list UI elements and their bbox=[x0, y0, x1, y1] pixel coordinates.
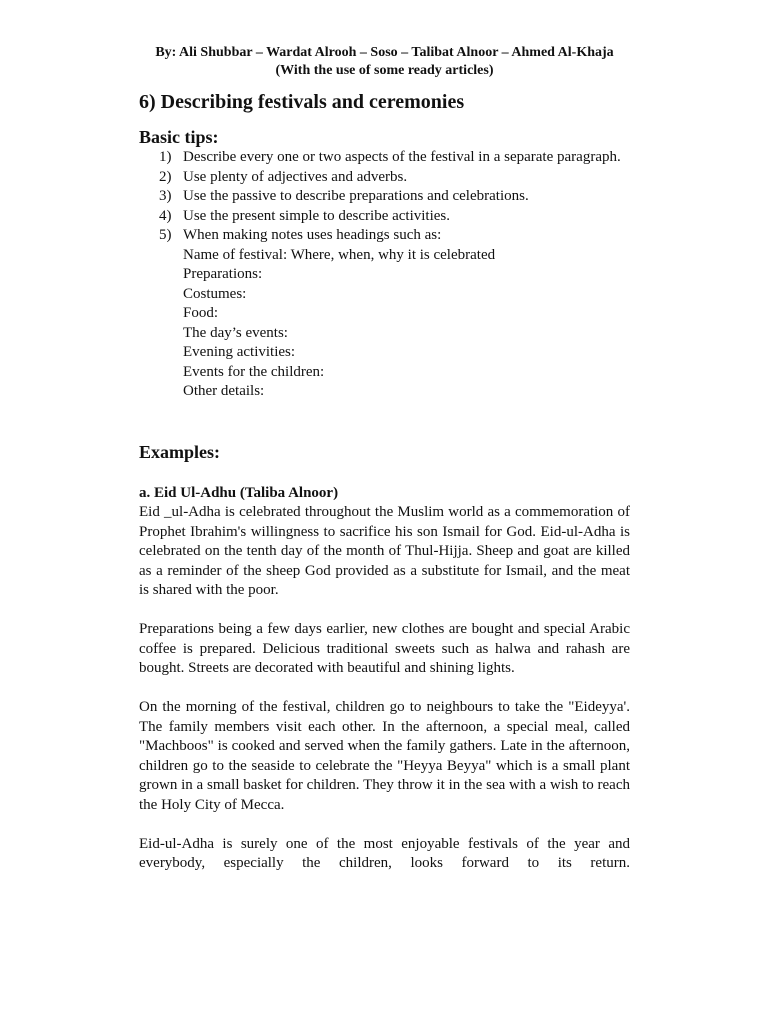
authors-header bbox=[139, 44, 630, 80]
tip-number: 1) bbox=[159, 149, 172, 165]
note-heading: Events for the children: bbox=[183, 363, 325, 380]
example-paragraph: On the morning of the festival, children go to neighbours to take the "Eideyya'. The family members visit each other. In the afternoon, a special meal, called "Machboos" is cooked and served when the family gathers. Late in the afternoon, children go to the seaside to celebrate the "Heyya Beyya" which is a small plant grown in a small basket for children. They throw it in the sea with a wish to reach the Holy City of Mecca. bbox=[139, 699, 630, 813]
section-title: 6) Describing festivals and ceremonies bbox=[139, 91, 465, 113]
note-heading: Other details: bbox=[183, 383, 265, 399]
authors-subtitle: (With the use of some ready articles) bbox=[275, 63, 494, 78]
tip-item bbox=[159, 187, 630, 207]
note-heading: Preparations: bbox=[183, 266, 263, 282]
tip-item bbox=[159, 226, 630, 246]
tip-number: 4) bbox=[159, 207, 172, 224]
example-paragraph: Eid-ul-Adha is surely one of the most enjoyable festivals of the year and everybody, especially the children, looks forward to its return. bbox=[139, 835, 630, 871]
tip-item bbox=[159, 148, 630, 168]
note-heading: The day’s events: bbox=[183, 324, 288, 341]
tip-text: When making notes uses headings such as: bbox=[183, 227, 442, 243]
note-heading: Costumes: bbox=[183, 285, 247, 302]
basic-tips-heading: Basic tips: bbox=[139, 127, 219, 147]
note-headings-list bbox=[183, 246, 630, 402]
tip-text: Use plenty of adjectives and adverbs. bbox=[183, 168, 408, 185]
note-heading: Name of festival: Where, when, why it is celebrated bbox=[183, 246, 496, 263]
examples-heading: Examples: bbox=[139, 442, 220, 462]
example-a-body bbox=[139, 503, 630, 893]
tip-item bbox=[159, 207, 630, 227]
tip-text: Use the passive to describe preparations and celebrations. bbox=[183, 188, 529, 204]
note-heading: Food: bbox=[183, 305, 219, 321]
tip-number: 2) bbox=[159, 168, 172, 185]
authors-line: By: Ali Shubbar – Wardat Alrooh – Soso – Talibat Alnoor – Ahmed Al-Khaja bbox=[155, 45, 614, 60]
tip-item bbox=[159, 168, 630, 188]
example-paragraph: Preparations being a few days earlier, new clothes are bought and special Arabic coffee is prepared. Delicious traditional sweets such as halwa and rahash are bought. Streets are decorated with beautiful and shining lights. bbox=[139, 621, 630, 676]
basic-tips-list bbox=[159, 148, 630, 402]
tip-number: 5) bbox=[159, 227, 172, 243]
example-a-title: a. Eid Ul-Adhu (Taliba Alnoor) bbox=[139, 485, 339, 501]
example-paragraph: Eid _ul-Adha is celebrated throughout the Muslim world as a commemoration of Prophet Ibrahim's willingness to sacrifice his son Ismail for God. Eid-ul-Adha is celebrated on the tenth day of the month of Thul-Hijja. Sheep and goat are killed as a reminder of the sheep God provided as a substitute for Ismail, and the meat is shared with the poor. bbox=[139, 504, 630, 598]
tip-text: Use the present simple to describe activities. bbox=[183, 207, 451, 224]
tip-number: 3) bbox=[159, 188, 172, 204]
tip-text: Describe every one or two aspects of the festival in a separate paragraph. bbox=[183, 149, 621, 165]
note-heading: Evening activities: bbox=[183, 344, 296, 360]
